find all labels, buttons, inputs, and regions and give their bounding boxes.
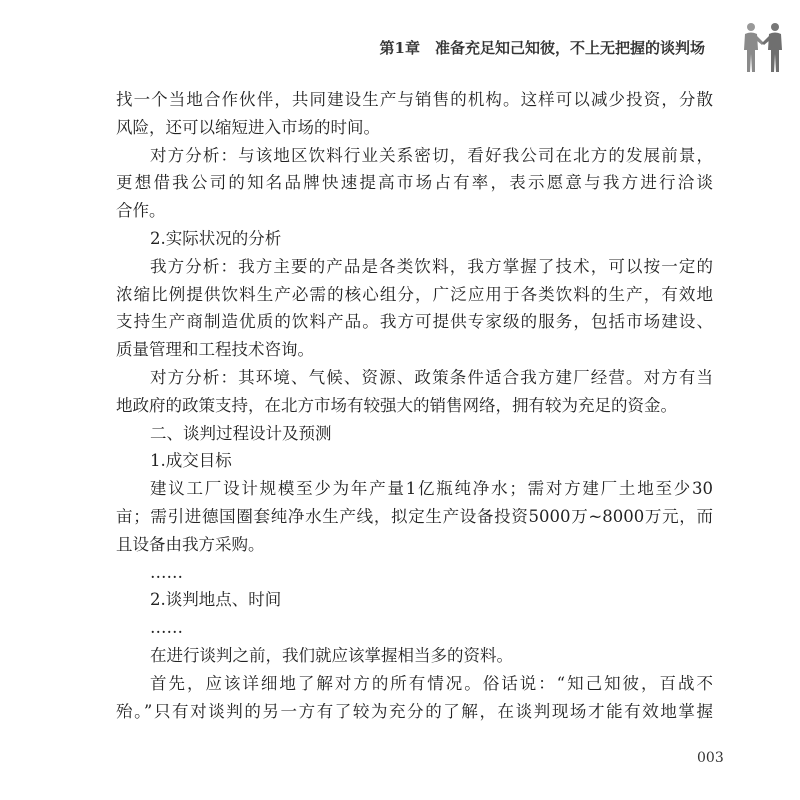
text-line: 合作。: [116, 201, 166, 221]
page-number: 003: [697, 750, 724, 766]
paragraph: [116, 86, 713, 142]
handshake-figures-illustration: [738, 22, 788, 74]
text-line: 支持生产商制造优质的饮料产品。我方可提供专家级的服务，包括市场建设、: [116, 312, 713, 332]
text-line: 且设备由我方采购。: [116, 534, 265, 554]
paragraph: [116, 253, 713, 364]
text-line: 对方分析：与该地区饮料行业关系密切，看好我公司在北方的发展前景，: [150, 145, 713, 165]
text-line: 更想借我公司的知名品牌快速提高市场占有率，表示愿意与我方进行洽谈: [116, 173, 713, 193]
paragraph: [116, 225, 713, 253]
text-line: 2.谈判地点、时间: [150, 590, 282, 610]
text-line: 1.成交目标: [150, 451, 232, 471]
paragraph: [116, 420, 713, 448]
paragraph: [116, 475, 713, 558]
text-line: 2.实际状况的分析: [150, 228, 282, 248]
text-line: 亩；需引进德国圈套纯净水生产线，拟定生产设备投资5000万~8000万元，而: [116, 506, 713, 526]
text-line: 二、谈判过程设计及预测: [150, 423, 332, 443]
text-line: 质量管理和工程技术咨询。: [116, 340, 314, 360]
body-text: [116, 86, 713, 725]
paragraph: [116, 670, 713, 726]
chapter-number: 第1章: [379, 39, 420, 57]
text-line: 建议工厂设计规模至少为年产量1亿瓶纯净水；需对方建厂土地至少30: [150, 479, 713, 499]
paragraph: [116, 142, 713, 225]
paragraph: [116, 614, 713, 642]
text-line: 在进行谈判之前，我们就应该掌握相当多的资料。: [150, 645, 513, 665]
text-line: 浓缩比例提供饮料生产必需的核心组分，广泛应用于各类饮料的生产，有效地: [116, 284, 713, 304]
paragraph: [116, 364, 713, 420]
text-line: 找一个当地合作伙伴，共同建设生产与销售的机构。这样可以减少投资，分散: [116, 90, 713, 109]
chapter-title: 准备充足知己知彼，不上无把握的谈判场: [434, 39, 705, 57]
text-line: 风险，还可以缩短进入市场的时间。: [116, 117, 380, 137]
paragraph: [116, 642, 713, 670]
running-header: [380, 37, 705, 58]
paragraph: [116, 447, 713, 475]
text-line: ……: [150, 562, 183, 582]
text-line: ……: [150, 618, 183, 638]
text-line: 地政府的政策支持，在北方市场有较强大的销售网络，拥有较为充足的资金。: [116, 395, 677, 415]
paragraph: [116, 559, 713, 587]
text-line: 对方分析：其环境、气候、资源、政策条件适合我方建厂经营。对方有当: [150, 367, 713, 387]
text-line: 殆。”只有对谈判的另一方有了较为充分的了解，在谈判现场才能有效地掌握: [116, 701, 713, 721]
paragraph: [116, 586, 713, 614]
text-line: 我方分析：我方主要的产品是各类饮料，我方掌握了技术，可以按一定的: [150, 256, 713, 276]
text-line: 首先，应该详细地了解对方的所有情况。俗话说：“知己知彼，百战不: [150, 673, 713, 693]
